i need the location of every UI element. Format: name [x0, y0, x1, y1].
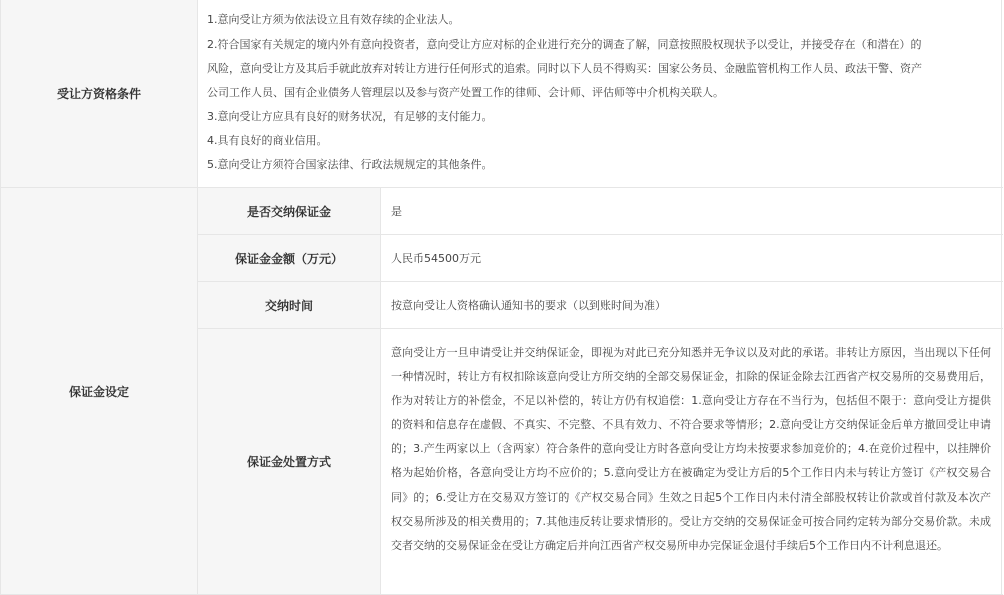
eligibility-label: 受让方资格条件: [1, 0, 197, 187]
deposit-amount-label: 保证金金额（万元）: [198, 235, 380, 281]
divider: [380, 188, 381, 595]
eligibility-line: 公司工作人员、国有企业债务人管理层以及参与资产处置工作的律师、会计师、评估师等中介机构关联人。: [207, 86, 724, 99]
eligibility-line: 1.意向受让方须为依法设立且有效存续的企业法人。: [207, 13, 460, 26]
deposit-amount-value: 人民币54500万元: [391, 252, 481, 265]
eligibility-line: 3.意向受让方应具有良好的财务状况，有足够的支付能力。: [207, 110, 493, 123]
deposit-label: 保证金设定: [1, 188, 197, 594]
divider: [198, 281, 1003, 282]
divider: [198, 234, 1003, 235]
eligibility-line: 风险，意向受让方及其后手就此放弃对转让方进行任何形式的追索。同时以下人员不得购买：国家公务员、金融监管机构工作人员、政法干警、资产: [207, 62, 922, 75]
eligibility-line: 5.意向受让方须符合国家法律、行政法规规定的其他条件。: [207, 158, 493, 171]
payment-time-label: 交纳时间: [198, 282, 380, 328]
deposit-required-value: 是: [391, 205, 402, 218]
divider: [197, 0, 198, 595]
divider: [1, 187, 1003, 188]
eligibility-line: 2.符合国家有关规定的境内外有意向投资者，意向受让方应对标的企业进行充分的调查了解，同意按照股权现状予以受让，并接受存在（和潜在）的: [207, 38, 922, 51]
disposal-text: 意向受让方一旦申请受让并交纳保证金，即视为对此已充分知悉并无争议以及对此的承诺。非转让方原因，当出现以下任何一种情况时，转让方有权扣除该意向受让方所交纳的全部交易保证金，扣除的保证金除去江西省产权交易所的交易费用后，作为对转让方的补偿金，不足以补偿的，转让方仍有权追偿：1.意向受让方存在不当行为，包括但不限于：意向受让方提供的资料和信息存在虚假、不真实、不完整、不具有效力、不符合要求等情形；2.意向受让方交纳保证金后单方撤回受让申请的；3.产生两家以上（含两家）符合条件的意向受让方时各意向受让方均未按要求参加竞价的；4.在竞价过程中，以挂牌价格为起始价格，各意向受让方均不应价的；5.意向受让方在被确定为受让方后的5个工作日内未与转让方签订《产权交易合同》的；6.受让方在交易双方签订的《产权交易合同》生效之日起5个工作日内未付清全部股权转让价款或首付款及本次产权交易所涉及的相关费用的；7.其他违反转让要求情形的。受让方交纳的交易保证金可按合同约定转为部分交易价款。未成交者交纳的交易保证金在受让方确定后并向江西省产权交易所申办完保证金退付手续后5个工作日内不计利息退还。: [391, 346, 991, 552]
payment-time-value: 按意向受让人资格确认通知书的要求（以到账时间为准）: [391, 299, 666, 312]
deposit-required-label: 是否交纳保证金: [198, 188, 380, 234]
disposal-label: 保证金处置方式: [198, 329, 380, 594]
divider: [198, 328, 1003, 329]
eligibility-line: 4.具有良好的商业信用。: [207, 134, 328, 147]
